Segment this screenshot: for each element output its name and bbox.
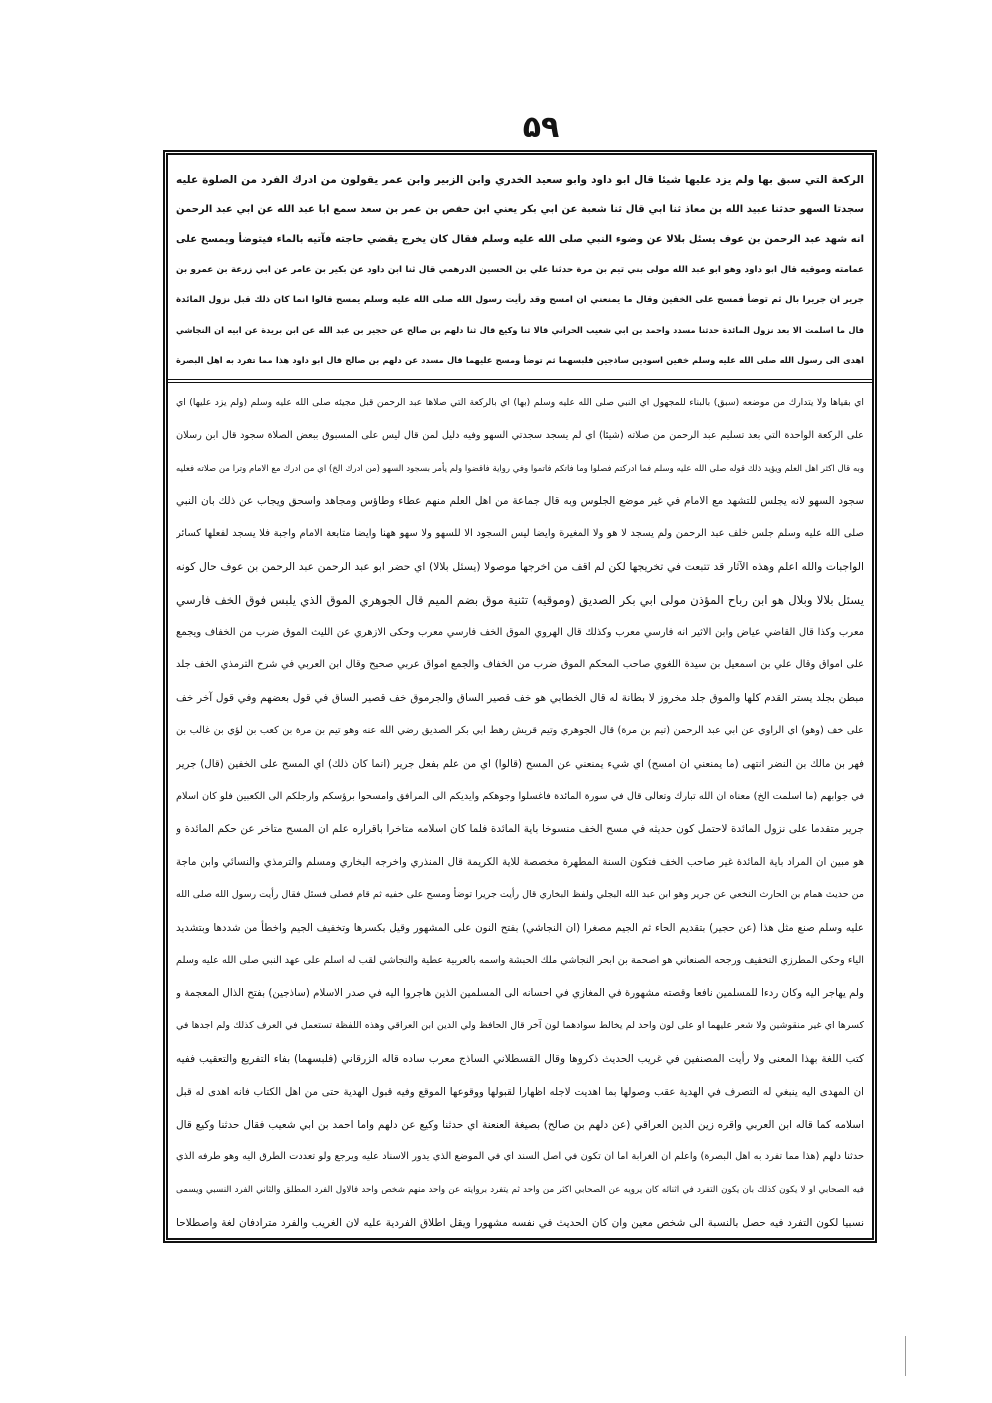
commentary-line: فهر بن مالك بن النضر انتهى (ما يمنعني ان امسح) اي شيء يمنعني عن المسح (قالوا) اي من علم بفعل جرير (انما كان ذلك) اي المسح على الخفين (قال) جرير — [176, 757, 864, 770]
commentary-line: فيه الصحابي او لا يكون كذلك بان يكون التفرد في اثنائه كان يرويه عن الصحابي اكثر من واحد ثم يتفرد بروايته عن واحد منهم شخص واحد فالاول الفرد المطلق والثاني الفرد النسبي ويسمى — [176, 1185, 864, 1196]
section-divider — [168, 379, 872, 383]
hadith-line: الركعة التي سبق بها ولم يزد عليها شيئا قال ابو داود وابو سعيد الخدري وابن الزبير وابن عمر يقولون من ادرك الفرد من الصلوة عليه — [176, 174, 864, 186]
commentary-line: اي بقياها ولا يتدارك من موضعه (سبق) بالبناء للمجهول اي النبي صلى الله عليه وسلم (بها) اي بالركعة التي صلاها عبد الرحمن قبل مجيئه صلى الله عليه وسلم (ولم يزد عليها) اي — [176, 397, 864, 408]
commentary-line: الياء وحكى المطرزي التخفيف ورجحه الصنعاني هو اصحمة بن ابحر النجاشي ملك الحبشة واسمه بالعربية عطية والنجاشي لقب له اسلم على عهد النبي صلى الله عليه وسلم — [176, 954, 864, 966]
hadith-line: قال ما اسلمت الا بعد نزول المائدة حدثنا مسدد واحمد بن ابي شعيب الحراني قالا ثنا وكيع قال ثنا دلهم بن صالح عن حجير بن عبد الله عن ابن بريدة عن ابيه ان النجاشي — [176, 325, 864, 335]
commentary-line: على الركعة الواحدة التي بعد تسليم عبد الرحمن من صلاته (شيئا) اي لم يسجد سجدتي السهو وفيه دليل لمن قال ليس على المسبوق ببعض الصلاة سجود قال ابن رسلان — [176, 429, 864, 441]
commentary-line: على امواق وقال علي بن اسمعيل بن سيدة اللغوي صاحب المحكم الموق ضرب من الخفاف والجمع امواق عربي صحيح وقال ابن العربي في شرح الترمذي الخف جلد — [176, 659, 864, 671]
commentary-line: معرب وكذا قال القاضي عياض وابن الاثير انه فارسي معرب وكذلك قال الهروي الموق الخف فارسي معرب وحكى الازهري عن الليث الموق ضرب من الخفاف ويجمع — [176, 626, 864, 638]
commentary-text-block — [176, 387, 864, 1240]
commentary-line: هو مبين ان المراد باية المائدة غير صاحب الخف فتكون السنة المطهرة مخصصة للاية الكريمة قال المنذري واخرجه البخاري ومسلم والترمذي والنسائي وابن ماجة — [176, 856, 864, 869]
hadith-line: جرير ان جريرا بال ثم توضأ فمسح على الخفين وقال ما يمنعني ان امسح وقد رأيت رسول الله صلى الله عليه وسلم يمسح قالوا انما كان ذلك قبل نزول المائدة — [176, 295, 864, 305]
hadith-line: عمامته وموقيه قال ابو داود وهو ابو عبد الله مولى بني تيم بن مرة حدثنا علي بن الحسين الدرهمي قال ثنا ابن داود عن بكير بن عامر عن ابي زرعة بن عمرو بن — [176, 265, 864, 275]
commentary-line: نسبيا لكون التفرد فيه حصل بالنسبة الى شخص معين وان كان الحديث في نفسه مشهورا ويقل اطلاق الفردية عليه لان الغريب والفرد مترادفان لغة واصطلاحا — [176, 1216, 864, 1229]
commentary-line: جرير متقدما على نزول المائدة لاحتمل كون حديثه في مسح الخف منسوخا باية المائدة فلما كان اسلامه متاخرا باقراره علم ان المسح متاخر عن حكم المائدة و — [176, 823, 864, 836]
hadith-line: اهدى الى رسول الله صلى الله عليه وسلم خفين اسودين ساذجين فلبسهما ثم توضأ ومسح عليهما قال مسدد عن دلهم بن صالح قال ابو داود هذا مما تفرد به اهل البصرة — [176, 355, 864, 365]
hadith-line: انه شهد عبد الرحمن بن عوف يسئل بلالا عن وضوء النبي صلى الله عليه وسلم فقال كان يخرج يقضي حاجته فآتيه بالماء فيتوضأ ويمسح على — [176, 234, 864, 245]
page-number: ۵۹ — [522, 110, 560, 145]
commentary-line: من حديث همام بن الحارث النخعي عن جرير وهو ابن عبد الله البجلي ولفظ البخاري قال رأيت جريرا توضأ ومسح على خفيه ثم قام فصلى فسئل فقال رأيت رسول الله صلى الله — [176, 888, 864, 900]
commentary-line: الواجبات والله اعلم وهذه الآثار قد تتبعت في تخريجها لكن لم اقف من اخرجها موصولا (يسئل بلالا) اي حضر ابو عبد الرحمن عبد الرحمن بن عوف حال كونه — [176, 559, 864, 573]
commentary-line: اسلامه كما قاله ابن العربي واقره زين الدين العراقي (عن دلهم بن صالح) بصيغة العنعنة اي حدثنا وكيع عن دلهم واما احمد بن ابي شعيب فقال حدثنا وكيع قال — [176, 1118, 864, 1131]
commentary-line: حدثنا دلهم (هذا مما تفرد به اهل البصرة) واعلم ان الغرابة اما ان تكون في اصل السند اي في الموضع الذي يدور الاسناد عليه ويرجع ولو تعددت الطرق اليه وهو طرفه الذي — [176, 1151, 864, 1163]
scan-edge-mark — [905, 1336, 906, 1376]
hadith-line: سجدتا السهو حدثنا عبيد الله بن معاذ ثنا ابي قال ثنا شعبة عن ابي بكر يعني ابن حفص بن عمر بن سعد سمع ابا عبد الله عن ابي عبد الرحمن — [176, 204, 864, 215]
commentary-line: عليه وسلم صنع مثل هذا (عن حجير) بتقديم الحاء ثم الجيم مصغرا (ان النجاشي) بفتح النون على المشهور وقيل بكسرها وتخفيف الجيم واخطأ من شددها وبتشديد — [176, 921, 864, 934]
commentary-line: يسئل بلالا وبلال هو ابن رباح المؤذن مولى ابي بكر الصديق (وموقيه) تثنية موق بضم الميم قال الجوهري الموق الذي يلبس فوق الخف فارسي — [176, 592, 864, 607]
commentary-line: ولم يهاجر اليه وكان ردءا للمسلمين نافعا وقصته مشهورة في المغازي في احسانه الى المسلمين الذين هاجروا اليه في صدر الاسلام (ساذجين) بفتح الذال المعجمة و — [176, 987, 864, 1000]
commentary-line: ان المهدى اليه ينبغي له التصرف في الهدية عقب وصولها بما اهديت لاجله اظهارا لقبولها ووقوعها الموقع وفيه قبول الهدية حتى من اهل الكتاب فانه اهدى له قبل — [176, 1085, 864, 1098]
commentary-line: كسرها اي غير منقوشين ولا شعر عليهما او على لون واحد لم يخالط سوادهما لون آخر قال الحافظ ولي الدين ابن العراقي وهذه اللفظة تستعمل في العرف كذلك ولم اجدها في — [176, 1020, 864, 1032]
commentary-line: وبه قال اكثر اهل العلم ويؤيد ذلك قوله صلى الله عليه وسلم فما ادركتم فصلوا وما فاتكم فاتموا وفي رواية فاقضوا ولم يأمر بسجود السهو (من ادرك الخ) اي من ادرك مع الامام وترا من صلاته فعليه — [176, 463, 864, 474]
page-frame — [163, 150, 877, 1243]
hadith-text-block — [176, 165, 864, 375]
commentary-line: في جوابهم (ما اسلمت الخ) معناه ان الله تبارك وتعالى قال في سورة المائدة فاغسلوا وجوهكم وايديكم الى المرافق وامسحوا برؤسكم وارجلكم الى الكعبين فلو كان اسلام — [176, 790, 864, 802]
commentary-line: على خف (وهو) اي الراوي عن ابي عبد الرحمن (تيم بن مرة) قال الجوهري وتيم قريش رهط ابي بكر الصديق رضي الله عنه وهو تيم بن مرة بن كعب بن لؤي بن غالب بن — [176, 724, 864, 736]
commentary-line: مبطن بجلد يستر القدم كلها والموق جلد مخروز لا بطانة له قال الخطابي هو خف قصير الساق والجرموق خف قصير الساق في قول بعضهم وفي قول آخر خف — [176, 692, 864, 705]
commentary-line: سجود السهو لانه يجلس للتشهد مع الامام في غير موضع الجلوس وبه قال جماعة من اهل العلم منهم عطاء وطاؤس ومجاهد واسحق ويجاب عن ذلك بان النبي — [176, 495, 864, 508]
commentary-line: صلى الله عليه وسلم جلس خلف عبد الرحمن ولم يسجد لا هو ولا المغيرة وايضا ليس السجود الا للسهو ولا سهو ههنا وايضا متابعة الامام واجبة فلا يسجد لفعلها كسائر — [176, 528, 864, 540]
commentary-line: كتب اللغة بهذا المعنى ولا رأيت المصنفين في غريب الحديث ذكروها وقال القسطلاني الساذج معرب ساده قاله الزرقاني (فلبسهما) بفاء التفريع والتعقيب ففيه — [176, 1052, 864, 1065]
